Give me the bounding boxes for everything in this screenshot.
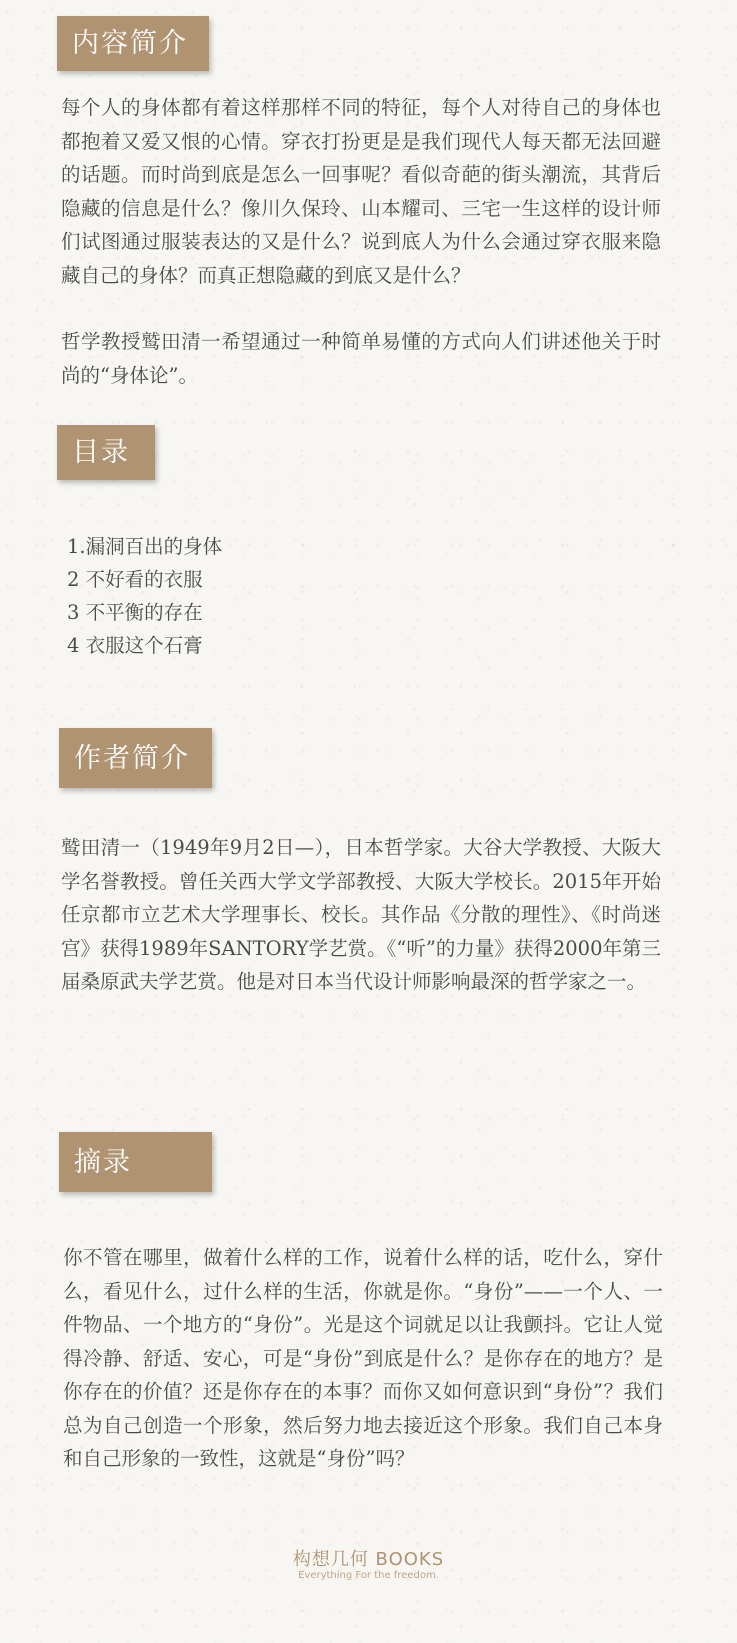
- author-heading-text: 作者简介: [74, 742, 190, 774]
- toc-list: [67, 530, 222, 662]
- section-heading-toc: [57, 425, 155, 480]
- toc-heading-text: 目录: [72, 437, 130, 468]
- toc-item: 1.漏洞百出的身体: [67, 535, 223, 558]
- excerpt-paragraph: 你不管在哪里，做着什么样的工作，说着什么样的话，吃什么，穿什么，看见什么，过什么样的生活，你就是你。“身份”——一个人、一件物品、一个地方的“身份”。光是这个词就足以让我颤抖。它让人觉得冷静、舒适、安心，可是“身份”到底是什么？是你存在的地方？是你存在的价值？还是你存在的本事？而你又如何意识到“身份”？我们总为自己创造一个形象，然后努力地去接近这个形象。我们自己本身和自己形象的一致性，这就是“身份”吗？: [63, 1246, 663, 1470]
- intro-paragraph-2: 哲学教授鹫田清一希望通过一种简单易懂的方式向人们讲述他关于时尚的“身体论”。: [61, 330, 661, 387]
- section-heading-author: [59, 728, 212, 788]
- section-heading-intro: [57, 16, 209, 71]
- intro-heading-text: 内容简介: [72, 28, 188, 59]
- author-paragraph: 鹫田清一（1949年9月2日—），日本哲学家。大谷大学教授、大阪大学名誉教授。曾任关西大学文学部教授、大阪大学校长。2015年开始任京都市立艺术大学理事长、校长。其作品《分散的理性》、《时尚迷宫》获得1989年SANTORY学艺赏。《“听”的力量》获得2000年第三届桑原武夫学艺赏。他是对日本当代设计师影响最深的哲学家之一。: [61, 836, 661, 993]
- footer-logo: 构想几何 BOOKS: [292, 1549, 445, 1570]
- excerpt-heading-text: 摘录: [74, 1146, 132, 1178]
- footer-tagline: Everything For the freedom.: [298, 1570, 439, 1581]
- toc-item: 3 不平衡的存在: [67, 601, 203, 624]
- intro-paragraph-1: 每个人的身体都有着这样那样不同的特征，每个人对待自己的身体也都抱着又爱又恨的心情。穿衣打扮更是是我们现代人每天都无法回避的话题。而时尚到底是怎么一回事呢？看似奇葩的街头潮流，其背后隐藏的信息是什么？像川久保玲、山本耀司、三宅一生这样的设计师们试图通过服装表达的又是什么？说到底人为什么会通过穿衣服来隐藏自己的身体？而真正想隐藏的到底又是什么？: [61, 96, 661, 287]
- toc-item: 2 不好看的衣服: [67, 568, 203, 591]
- section-heading-excerpt: [59, 1132, 212, 1192]
- toc-item: 4 衣服这个石膏: [67, 634, 203, 657]
